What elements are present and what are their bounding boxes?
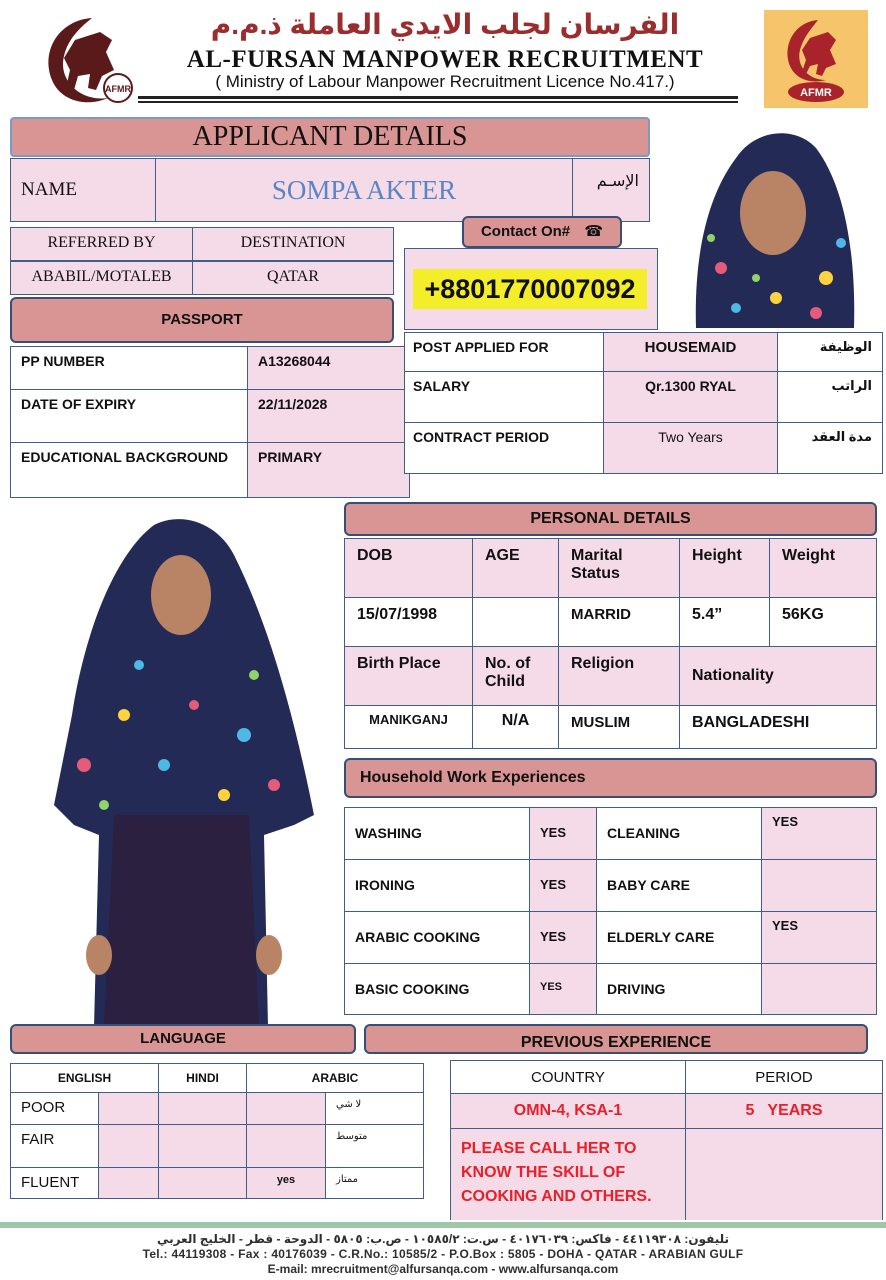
post-row-label: SALARY: [404, 371, 604, 423]
personal-value-nationality: BANGLADESHI: [679, 705, 877, 749]
post-row-label-arabic: الراتب: [777, 371, 883, 423]
personal-value-religion: MUSLIM: [558, 705, 680, 749]
personal-value-dob: 15/07/1998: [344, 597, 473, 647]
household-skill-value: YES: [529, 807, 597, 860]
post-row-value: HOUSEMAID: [603, 332, 778, 372]
contact-phone-number[interactable]: +8801770007092: [413, 269, 647, 309]
footer-english-line: Tel.: 44119308 - Fax : 40176039 - C.R.No.: 10585/2 - P.O.Box : 5805 - DOHA - QATAR - ARABIAN GULF: [142, 1247, 744, 1261]
personal-value-birth-place: MANIKGANJ: [344, 705, 473, 749]
household-skill-label: ARABIC COOKING: [344, 911, 530, 964]
language-title: LANGUAGE: [10, 1024, 356, 1054]
personal-value-marital: MARRID: [558, 597, 680, 647]
destination-value: QATAR: [192, 261, 394, 295]
post-row-label-arabic: مدة العقد: [777, 422, 883, 474]
previous-country-label: COUNTRY: [450, 1060, 686, 1094]
header-divider: [138, 96, 738, 99]
previous-experience-note-blank: [685, 1128, 883, 1222]
logo-left-text: AFMR: [105, 84, 131, 94]
company-logo-right: [764, 10, 868, 108]
household-skill-label: DRIVING: [596, 963, 762, 1015]
household-skill-label: BABY CARE: [596, 859, 762, 912]
contact-label: Contact On#: [480, 223, 571, 240]
footer-email-line[interactable]: E-mail: mrecruitment@alfursanqa.com - www.alfursanqa.com: [267, 1262, 619, 1276]
personal-header-children: No. of Child: [472, 646, 559, 706]
household-skill-value: YES: [529, 911, 597, 964]
language-column-arabic: ARABIC: [246, 1063, 424, 1093]
name-label-arabic: الإسـم: [572, 158, 650, 222]
previous-experience-note: PLEASE CALL HER TO KNOW THE SKILL OF COOKING AND OTHERS.: [450, 1128, 686, 1222]
personal-details-title: PERSONAL DETAILS: [344, 502, 877, 536]
personal-value-children: N/A: [472, 705, 559, 749]
personal-header-weight: Weight: [769, 538, 877, 598]
footer: [0, 1220, 886, 1280]
contact-label-bar: [462, 216, 622, 248]
passport-row-value: PRIMARY: [247, 442, 410, 498]
language-level-hindi: [158, 1092, 247, 1125]
language-level-label: POOR: [10, 1092, 99, 1125]
referred-by-value: ABABIL/MOTALEB: [10, 261, 193, 295]
post-row-label: CONTRACT PERIOD: [404, 422, 604, 474]
previous-experience-title: PREVIOUS EXPERIENCE: [364, 1024, 868, 1054]
household-skill-label: WASHING: [344, 807, 530, 860]
household-skill-label: ELDERLY CARE: [596, 911, 762, 964]
language-level-label-arabic: متوسط: [325, 1124, 424, 1168]
language-level-hindi: [158, 1167, 247, 1199]
company-name-arabic: الفرسان لجلب الايدي العاملة ذ.م.م: [210, 9, 680, 40]
applicant-photo-portrait: [676, 118, 870, 328]
post-row-value: Qr.1300 RYAL: [603, 371, 778, 423]
household-skill-label: IRONING: [344, 859, 530, 912]
language-level-english: [98, 1167, 159, 1199]
previous-country-value: OMN-4, KSA-1: [450, 1093, 686, 1129]
personal-header-nationality: Nationality: [679, 646, 877, 706]
household-skill-value: YES: [529, 963, 597, 1015]
passport-row-label: DATE OF EXPIRY: [10, 389, 248, 443]
household-skill-value: YES: [761, 807, 877, 860]
personal-header-age: AGE: [472, 538, 559, 598]
passport-row-label: PP NUMBER: [10, 346, 248, 390]
personal-header-marital: Marital Status: [558, 538, 680, 598]
previous-period-value: 5 YEARS: [685, 1093, 883, 1129]
personal-header-birth-place: Birth Place: [344, 646, 473, 706]
previous-period-label: PERIOD: [685, 1060, 883, 1094]
passport-row-value: A13268044: [247, 346, 410, 390]
household-skill-value: [761, 859, 877, 912]
language-column-english: ENGLISH: [10, 1063, 159, 1093]
household-skill-value: YES: [529, 859, 597, 912]
household-skill-value: YES: [761, 911, 877, 964]
passport-row-value: 22/11/2028: [247, 389, 410, 443]
household-skill-value: [761, 963, 877, 1015]
household-skill-label: CLEANING: [596, 807, 762, 860]
post-row-label-arabic: الوظيفة: [777, 332, 883, 372]
language-level-arabic: yes: [246, 1167, 326, 1199]
language-level-arabic: [246, 1092, 326, 1125]
language-level-label: FLUENT: [10, 1167, 99, 1199]
logo-right-text: AFMR: [800, 87, 832, 99]
name-label: NAME: [10, 158, 156, 222]
footer-arabic-line: تليفون: ٤٤١١٩٣٠٨ - فاكس: ٤٠١٧٦٠٣٩ - س.ت: ١٠٥٨٥/٢ - ص.ب: ٥٨٠٥ - الدوحة - قطر - الخليج العربي: [156, 1232, 730, 1246]
language-level-arabic: [246, 1124, 326, 1168]
header-divider-thin: [138, 101, 738, 103]
personal-value-age: [472, 597, 559, 647]
company-name-english: AL-FURSAN MANPOWER RECRUITMENT: [186, 46, 704, 73]
household-title: Household Work Experiences: [344, 758, 877, 798]
language-level-label-arabic: لا شي: [325, 1092, 424, 1125]
name-value: SOMPA AKTER: [155, 158, 573, 222]
personal-value-height: 5.4”: [679, 597, 770, 647]
destination-label: DESTINATION: [192, 227, 394, 261]
licence-text: ( Ministry of Labour Manpower Recruitment Licence No.417.): [215, 72, 675, 91]
passport-title: PASSPORT: [10, 297, 394, 343]
language-level-english: [98, 1124, 159, 1168]
personal-header-religion: Religion: [558, 646, 680, 706]
language-level-label: FAIR: [10, 1124, 99, 1168]
household-skill-label: BASIC COOKING: [344, 963, 530, 1015]
phone-icon: ☎: [584, 223, 604, 240]
language-level-english: [98, 1092, 159, 1125]
language-column-hindi: HINDI: [158, 1063, 247, 1093]
post-row-value: Two Years: [603, 422, 778, 474]
language-level-hindi: [158, 1124, 247, 1168]
personal-header-height: Height: [679, 538, 770, 598]
passport-row-label: EDUCATIONAL BACKGROUND: [10, 442, 248, 498]
applicant-details-title: APPLICANT DETAILS: [10, 117, 650, 157]
language-level-label-arabic: ممتاز: [325, 1167, 424, 1199]
contact-box: [404, 248, 658, 330]
personal-header-dob: DOB: [344, 538, 473, 598]
personal-value-weight: 56KG: [769, 597, 877, 647]
referred-by-label: REFERRED BY: [10, 227, 193, 261]
applicant-photo-full-body: [44, 515, 318, 1027]
footer-divider: [0, 1222, 886, 1228]
company-logo-left: [30, 10, 140, 110]
post-row-label: POST APPLIED FOR: [404, 332, 604, 372]
